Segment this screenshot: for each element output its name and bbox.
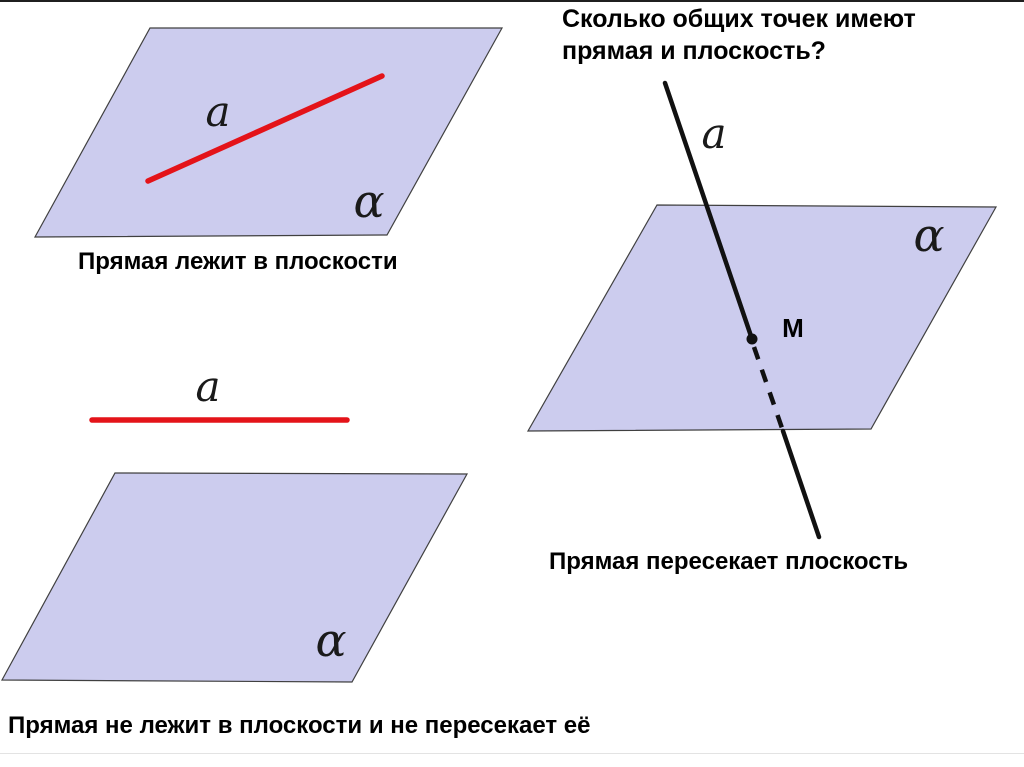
line-label-a-2: a xyxy=(195,362,221,411)
plane-label-alpha-3: α xyxy=(913,208,945,262)
diagram-line-in-plane xyxy=(35,28,502,237)
line-label-a-1: a xyxy=(205,87,231,136)
diagram-line-outside xyxy=(2,362,467,682)
caption-line-intersects: Прямая пересекает плоскость xyxy=(549,548,909,575)
caption-line-in-plane: Прямая лежит в плоскости xyxy=(78,248,398,275)
plane-alpha-2 xyxy=(2,473,467,682)
question-line-2: прямая и плоскость? xyxy=(562,37,826,65)
plane-label-alpha-2: α xyxy=(315,613,347,667)
line-label-a-3: a xyxy=(701,109,727,158)
diagram-line-intersects xyxy=(528,83,996,537)
point-label-m: M xyxy=(782,313,804,343)
plane-alpha-1 xyxy=(35,28,502,237)
caption-line-outside: Прямая не лежит в плоскости и не пересекает её xyxy=(8,712,591,739)
plane-label-alpha-1: α xyxy=(353,174,385,228)
black-line-lower xyxy=(783,431,819,537)
question-line-1: Сколько общих точек имеют xyxy=(562,5,916,33)
point-m-dot xyxy=(747,334,758,345)
